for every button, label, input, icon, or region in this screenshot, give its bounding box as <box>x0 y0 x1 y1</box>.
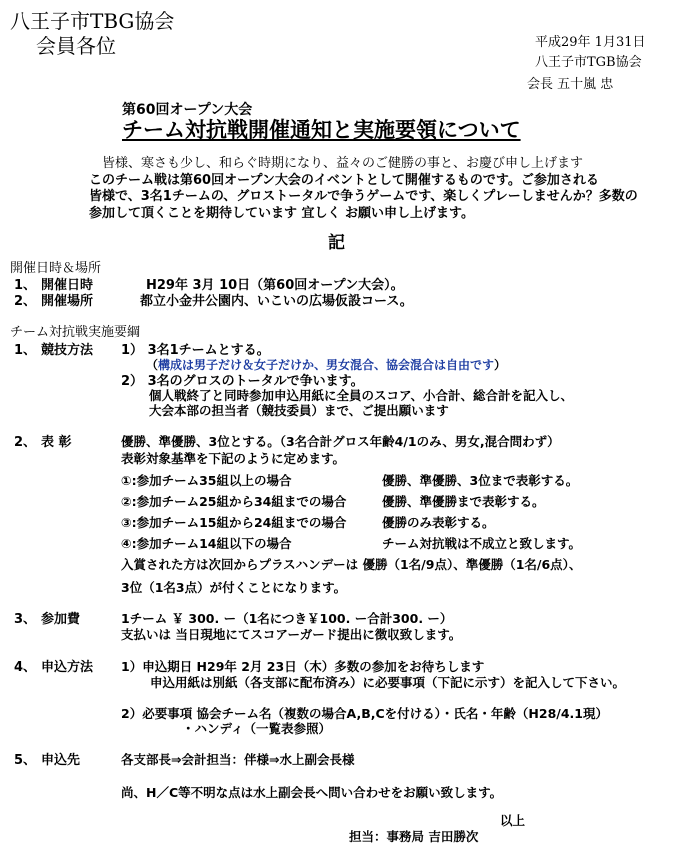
closing-ijou: 以上 <box>500 813 526 828</box>
rule-line: 2）必要事項 協会チーム名（複数の場合A,B,Cを付ける）・氏名・年齢（H28/4.1現） <box>121 706 608 721</box>
award-criteria: チーム対抗戦は不成立と致します。 <box>382 536 582 551</box>
item-label: 表 彰 <box>41 435 72 450</box>
item-label: 開催場所 <box>41 294 94 309</box>
award-criteria: ③:参加チーム15組から24組までの場合 <box>121 515 347 530</box>
award-criteria: 優勝のみ表彰する。 <box>382 515 495 530</box>
contact-person: 担当：事務局 吉田勝次 <box>349 829 479 844</box>
award-criteria: ②:参加チーム25組から34組までの場合 <box>121 494 347 509</box>
fee-line: 支払いは 当日現地にてスコアーガード提出に徴収致します。 <box>121 627 462 642</box>
rule-line: ・ハンディ（一覧表参照） <box>182 721 332 736</box>
section-heading: チーム対抗戦実施要綱 <box>10 325 141 340</box>
item-number: 5、 <box>14 753 37 768</box>
award-criteria: 優勝、準優勝、3位まで表彰する。 <box>382 473 579 488</box>
award-criteria: ④:参加チーム14組以下の場合 <box>121 536 292 551</box>
item-label: 参加費 <box>41 612 81 627</box>
sender-name: 会長 五十嵐 忠 <box>527 77 614 92</box>
rule-line: 申込用紙は別紙（各支部に配布済み）に必要事項（下記に示す）を記入して下さい。 <box>150 675 626 690</box>
greeting-line: このチーム戦は第60回オープン大会のイベントとして開催するものです。ご参加される <box>89 173 599 188</box>
item-number: 1、 <box>14 278 37 293</box>
rule-line: 優勝、準優勝、3位とする。（3名合計グロス年齢4/1のみ、男女,混合問わず） <box>121 434 560 449</box>
rule-line: 表彰対象基準を下記のように定めます。 <box>121 451 346 466</box>
item-label: 競技方法 <box>41 343 94 358</box>
event-date: H29年 3月 10日（第60回オープン大会）。 <box>146 278 404 293</box>
item-number: 1、 <box>14 343 37 358</box>
rule-line: 1）申込期日 H29年 2月 23日（木）多数の参加をお待ちします <box>121 659 485 674</box>
greeting-line: 皆様で、3名1チームの、グロストータルで争うゲームです、楽しくプレーしませんか？多数の <box>89 189 638 204</box>
award-criteria: ①:参加チーム35組以上の場合 <box>121 473 292 488</box>
item-number: 3、 <box>14 612 37 627</box>
rule-line: 入賞された方は次回からプラスハンデーは 優勝（1名/9点）、準優勝（1名/6点）、 <box>121 557 582 572</box>
rule-line: 各支部長⇒会計担当：伴様⇒水上副会長様 <box>121 752 355 767</box>
rule-line: 3位（1名3点）が付くことになります。 <box>121 580 347 595</box>
sender-org: 八王子市TGB協会 <box>535 55 642 70</box>
rule-line: 2） 3名のグロスのトータルで争います。 <box>121 374 364 389</box>
org-name: 八王子市TBG協会 <box>10 9 175 33</box>
event-venue: 都立小金井公園内、いこいの広場仮設コース。 <box>140 294 413 309</box>
item-number: 2、 <box>14 294 37 309</box>
ki-heading: 記 <box>328 233 345 253</box>
recipients: 会員各位 <box>36 34 116 58</box>
section-heading: 開催日時＆場所 <box>10 261 102 276</box>
event-title: 第60回オープン大会 <box>122 102 253 118</box>
item-label: 申込方法 <box>41 660 94 675</box>
greeting-line: 参加して頂くことを期待しています 宜しく お願い申し上げます。 <box>89 206 475 221</box>
page-title: チーム対抗戦開催通知と実施要領について <box>122 118 521 142</box>
rule-line: 大会本部の担当者（競技委員）まで、ご提出願います <box>149 403 449 418</box>
item-label: 開催日時 <box>41 278 94 293</box>
greeting-line: 皆様、寒さも少し、和らぐ時期になり、益々のご健勝の事と、お慶び申し上げます <box>102 156 584 171</box>
team-composition-note: 構成は男子だけ＆女子だけか、男女混合、協会混合は自由です <box>158 358 495 372</box>
item-label: 申込先 <box>41 753 81 768</box>
rule-line: 個人戦終了と同時参加申込用紙に全員のスコア、小合計、総合計を記入し、 <box>149 388 574 403</box>
item-number: 2、 <box>14 435 37 450</box>
award-criteria: 優勝、準優勝まで表彰する。 <box>382 494 545 509</box>
item-number: 4、 <box>14 660 37 675</box>
rule-line: （構成は男子だけ＆女子だけか、男女混合、協会混合は自由です） <box>146 358 507 372</box>
document-date: 平成29年 1月31日 <box>535 35 646 50</box>
rule-line: 尚、H／C等不明な点は水上副会長へ問い合わせをお願い致します。 <box>121 785 503 800</box>
rule-line: 1） 3名1チームとする。 <box>121 343 270 358</box>
fee-line: 1チーム ￥ 300. ー（1名につき￥100. ー合計300. ー） <box>121 611 453 626</box>
